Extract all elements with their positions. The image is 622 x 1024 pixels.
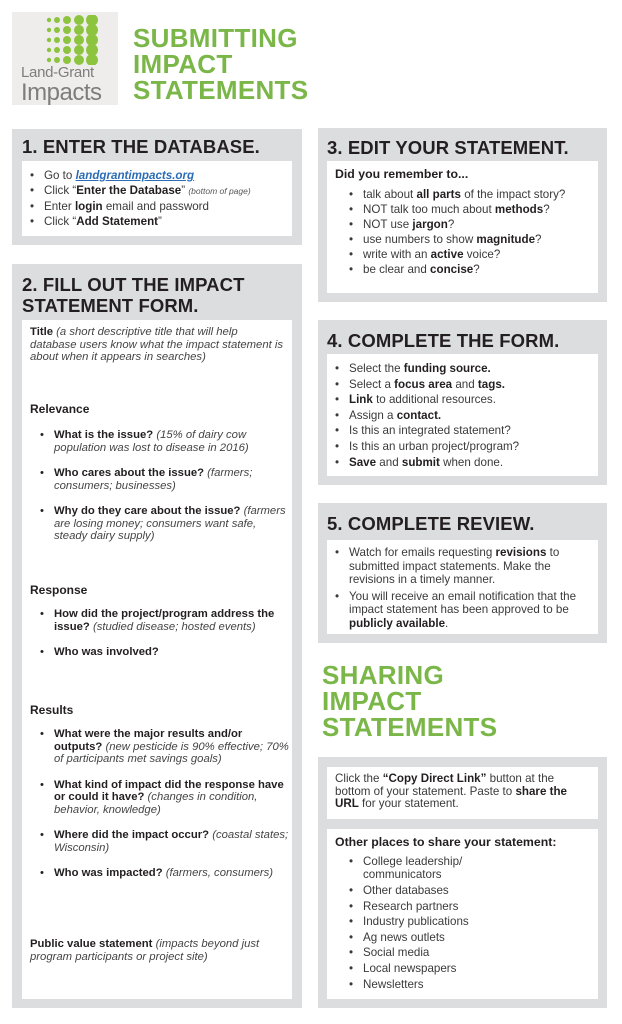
step1-heading: 1. ENTER THE DATABASE.: [22, 136, 260, 157]
list-item: • Research partners: [349, 899, 485, 915]
relevance-heading: Relevance: [30, 402, 90, 416]
results-list: [40, 728, 292, 880]
step4-content: [327, 354, 598, 476]
list-item: • Select the funding source.: [335, 361, 590, 377]
step3-subheading: Did you remember to...: [335, 167, 469, 181]
step3-panel: [318, 128, 607, 302]
public-value-description: Public value statement (impacts beyond just program participants or project site): [30, 938, 260, 963]
list-item: • Industry publications: [349, 914, 485, 930]
page-title-line: IMPACT: [133, 49, 233, 79]
list-item: • Is this an urban project/program?: [335, 439, 590, 455]
list-item: • Watch for emails requesting revisions to submitted impact statements. Make the revisions in a timely manner.: [335, 546, 590, 587]
list-item: • use numbers to show magnitude?: [349, 232, 590, 247]
step2-content: [22, 320, 292, 999]
list-item: • Go to landgrantimpacts.org: [30, 168, 284, 183]
step5-panel: [318, 503, 607, 643]
results-heading: Results: [30, 703, 74, 717]
list-item: • Save and submit when done.: [335, 455, 590, 471]
list-item: • talk about all parts of the impact story?: [349, 187, 590, 202]
page-title-line: SUBMITTING: [133, 23, 298, 53]
sharing-title-line: IMPACT: [322, 686, 422, 716]
other-places-box: [327, 829, 598, 999]
logo-text-line2: Impacts: [21, 79, 102, 106]
response-heading: Response: [30, 583, 88, 597]
list-item: • Is this an integrated statement?: [335, 423, 590, 439]
other-places-list: [335, 855, 485, 992]
sharing-title: [322, 662, 497, 740]
landgrantimpacts-link[interactable]: landgrantimpacts.org: [75, 169, 195, 182]
list-item: • Who cares about the issue? (farmers; consumers; businesses): [40, 467, 290, 492]
list-item: • What is the issue? (15% of dairy cow population was lost to disease in 2016): [40, 429, 290, 454]
step3-heading: 3. EDIT YOUR STATEMENT.: [327, 137, 569, 158]
list-item: • Who was impacted? (farmers, consumers): [40, 867, 292, 880]
list-item: • Other databases: [349, 883, 485, 899]
list-item: • How did the project/program address the issue? (studied disease; hosted events): [40, 608, 290, 633]
step5-heading: 5. COMPLETE REVIEW.: [327, 513, 535, 534]
list-item: • be clear and concise?: [349, 262, 590, 277]
step1-panel: [12, 129, 302, 245]
dot-grid-icon: [45, 15, 101, 65]
list-item: • Enter login email and password: [30, 199, 284, 214]
response-list: [40, 608, 290, 659]
title-field-description: Title (a short descriptive title that will help database users know what the impact statement is about when it appears in searches): [30, 326, 284, 363]
other-places-heading: Other places to share your statement:: [335, 835, 557, 849]
copy-link-instructions: Click the “Copy Direct Link” button at the bottom of your statement. Paste to share the URL for your statement.: [327, 767, 598, 819]
list-item: • Select a focus area and tags.: [335, 377, 590, 393]
page-title-line: STATEMENTS: [133, 75, 309, 105]
step2-heading: 2. FILL OUT THE IMPACT STATEMENT FORM.: [22, 274, 245, 316]
list-item: • Who was involved?: [40, 646, 290, 659]
step4-heading: 4. COMPLETE THE FORM.: [327, 330, 560, 351]
list-item: • Where did the impact occur? (coastal states; Wisconsin): [40, 829, 292, 854]
list-item: • NOT use jargon?: [349, 217, 590, 232]
list-item: • Local newspapers: [349, 961, 485, 977]
list-item: • NOT talk too much about methods?: [349, 202, 590, 217]
list-item: • Why do they care about the issue? (farmers are losing money; consumers want safe, steady dairy supply): [40, 505, 290, 543]
step2-panel: [12, 264, 302, 1008]
step5-content: [327, 540, 598, 634]
list-item: • Assign a contact.: [335, 408, 590, 424]
sharing-panel: [318, 757, 607, 1008]
list-item: • Newsletters: [349, 977, 485, 993]
list-item: • Ag news outlets: [349, 930, 485, 946]
list-item: • Social media: [349, 945, 485, 961]
list-item: • What kind of impact did the response have or could it have? (changes in condition, behavior, knowledge): [40, 779, 292, 817]
land-grant-impacts-logo: [12, 12, 118, 105]
sharing-title-line: STATEMENTS: [322, 712, 498, 742]
step4-panel: [318, 320, 607, 485]
step1-content: [22, 161, 292, 236]
list-item: • You will receive an email notification that the impact statement has been approved to be publicly available.: [335, 590, 590, 631]
list-item: • write with an active voice?: [349, 247, 590, 262]
list-item: • Click “Enter the Database” (bottom of page): [30, 183, 284, 199]
step3-content: [327, 161, 598, 293]
relevance-list: [40, 429, 290, 543]
page-title: [133, 25, 308, 103]
list-item: • Click “Add Statement”: [30, 214, 284, 229]
logo-text-line1: Land-Grant: [21, 64, 94, 81]
sharing-title-line: SHARING: [322, 660, 444, 690]
list-item: • Link to additional resources.: [335, 392, 590, 408]
list-item: • College leadership/ communicators: [349, 855, 485, 881]
list-item: • What were the major results and/or outputs? (new pesticide is 90% effective; 70% of participants met savings goals): [40, 728, 292, 766]
